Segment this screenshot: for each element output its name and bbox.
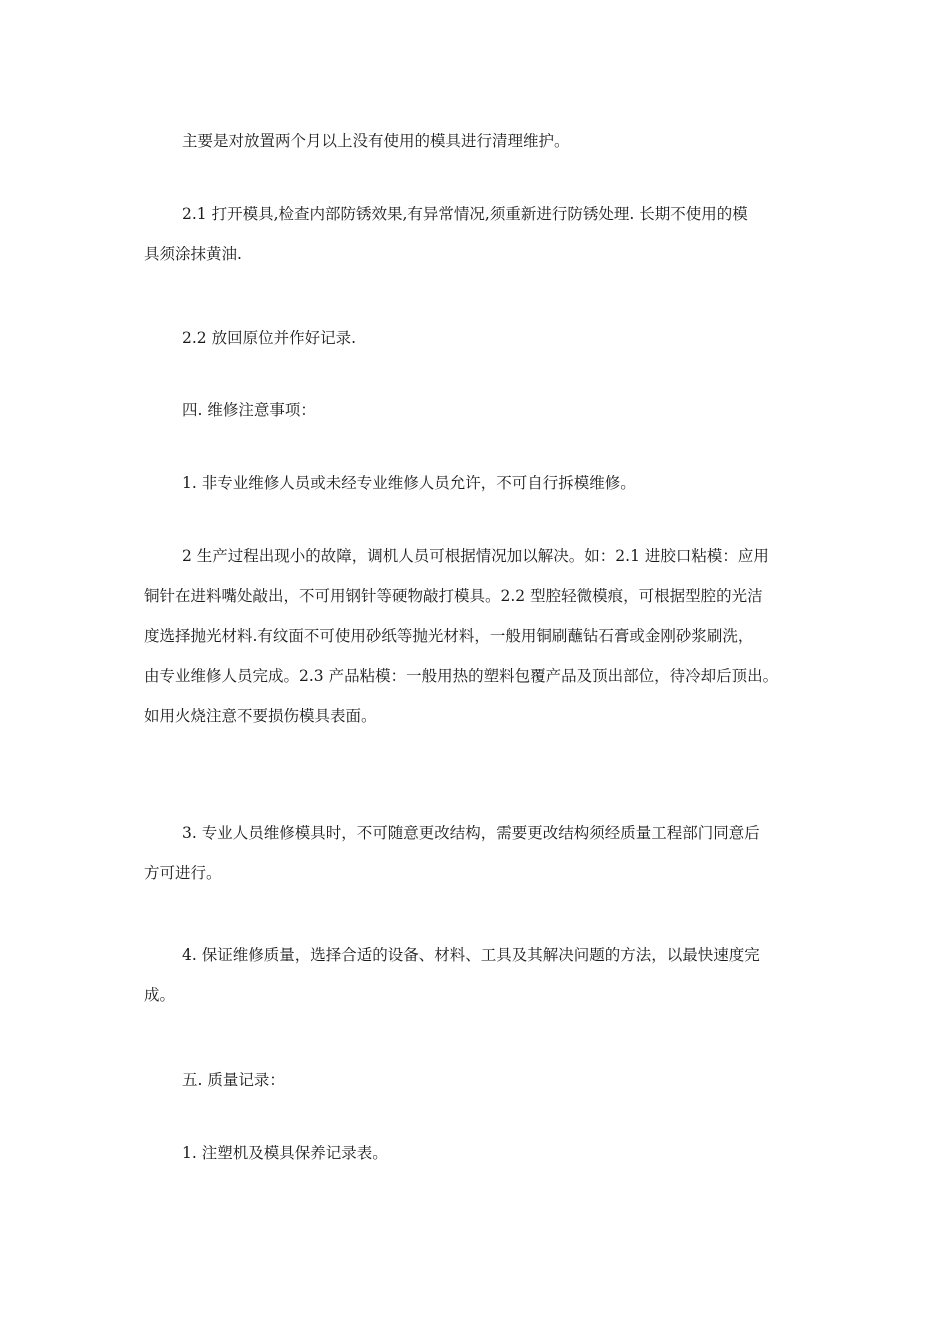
paragraph-step-2-2 [144, 318, 808, 358]
text-line: 3. 专业人员维修模具时，不可随意更改结构，需要更改结构须经质量工程部门同意后 [182, 824, 760, 842]
text-line: 五. 质量记录： [182, 1071, 285, 1089]
text-line: 四. 维修注意事项： [182, 401, 316, 419]
text-line: 2.1 打开模具,检查内部防锈效果,有异常情况,须重新进行防锈处理. 长期不使用的模 [182, 205, 748, 223]
text-line: 2.2 放回原位并作好记录. [182, 329, 357, 347]
text-line: 度选择抛光材料.有纹面不可使用砂纸等抛光材料，一般用铜刷蘸钻石膏或金刚砂浆刷洗， [144, 627, 754, 645]
paragraph-note-2 [144, 536, 808, 736]
text-line: 方可进行。 [144, 864, 222, 882]
paragraph-note-3 [144, 813, 808, 893]
paragraph-note-4 [144, 935, 808, 1015]
text-line: 如用火烧注意不要损伤模具表面。 [144, 707, 377, 725]
text-line: 1. 注塑机及模具保养记录表。 [182, 1144, 388, 1162]
paragraph-record-1 [144, 1133, 808, 1173]
text-line: 4. 保证维修质量，选择合适的设备、材料、工具及其解决问题的方法，以最快速度完 [182, 946, 760, 964]
text-line: 具须涂抹黄油. [144, 245, 242, 263]
section-heading-repair-notes [144, 390, 808, 430]
text-line: 成。 [144, 986, 176, 1004]
section-heading-quality-records [144, 1060, 808, 1100]
text-line: 1. 非专业维修人员或未经专业维修人员允许，不可自行拆模维修。 [182, 474, 636, 492]
paragraph-step-2-1 [144, 194, 808, 274]
paragraph-maintenance-scope [144, 121, 808, 161]
text-line: 铜针在进料嘴处敲出，不可用钢针等硬物敲打模具。2.2 型腔轻微模痕，可根据型腔的光洁 [144, 587, 763, 605]
text-line: 主要是对放置两个月以上没有使用的模具进行清理维护。 [182, 132, 570, 150]
paragraph-note-1 [144, 463, 808, 503]
text-line: 由专业维修人员完成。2.3 产品粘模：一般用热的塑料包覆产品及顶出部位，待冷却后顶出。 [144, 667, 779, 685]
text-line: 2 生产过程出现小的故障，调机人员可根据情况加以解决。如：2.1 进胶口粘模：应用 [182, 547, 769, 565]
